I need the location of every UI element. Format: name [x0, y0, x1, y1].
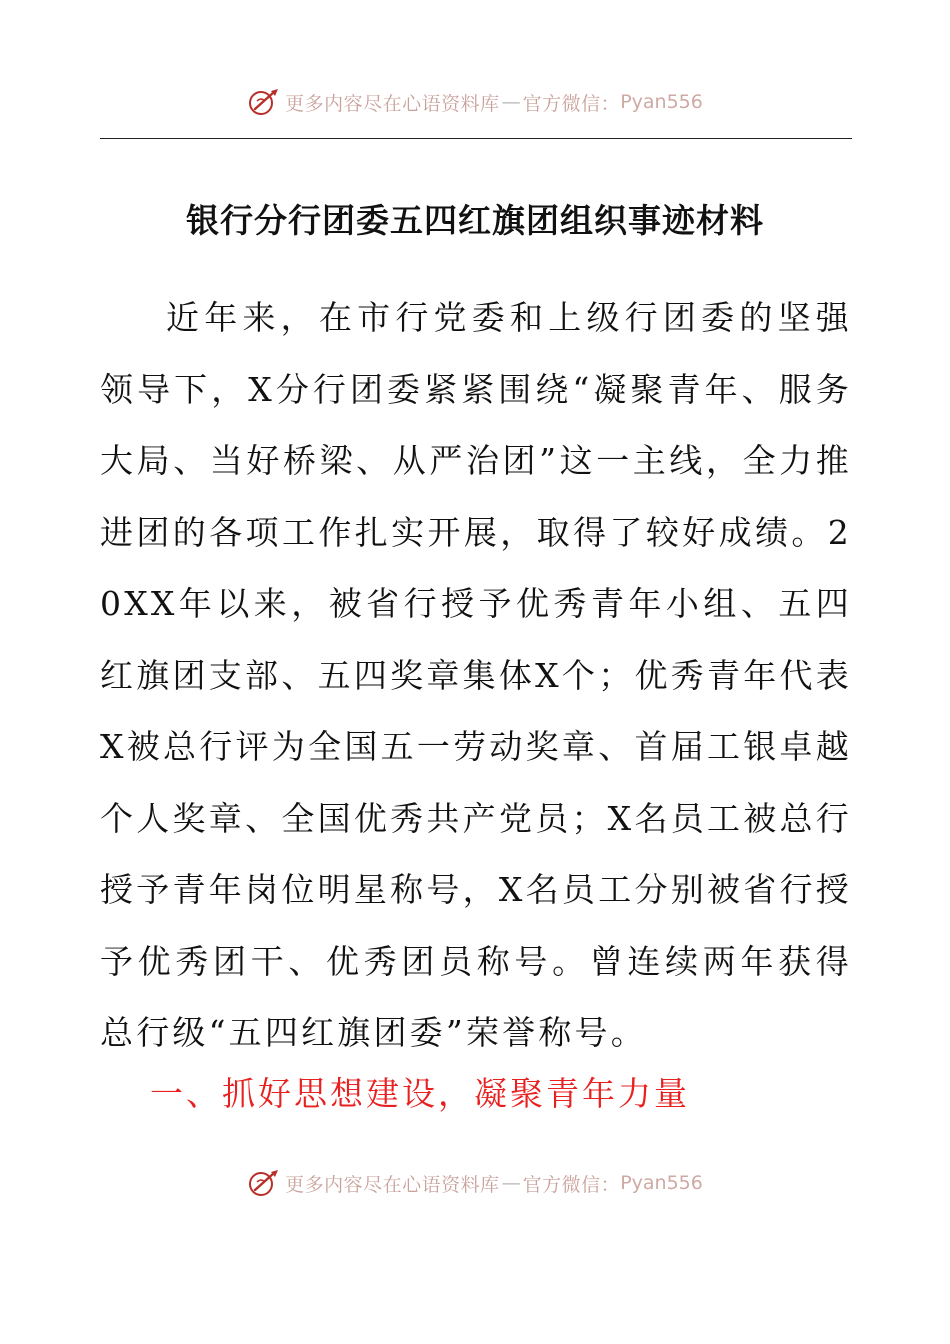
watermark-official-label: 官方微信：	[522, 92, 621, 115]
footer-watermark	[0, 1163, 950, 1203]
watermark-text: 更多内容尽在心语资料库	[285, 1173, 500, 1196]
header-divider	[100, 138, 852, 139]
watermark-wechat-id: Pyan556	[620, 91, 703, 113]
pen-in-circle-logo-icon	[247, 1168, 281, 1198]
body-paragraph: 近年来，在市行党委和上级行团委的坚强领导下，X分行团委紧紧围绕“凝聚青年、服务大局、当好桥梁、从严治团”这一主线，全力推进团的各项工作扎实开展，取得了较好成绩。20XX年以来，被省行授予优秀青年小组、五四红旗团支部、五四奖章集体X个；优秀青年代表X被总行评为全国五一劳动奖章、首届工银卓越个人奖章、全国优秀共产党员；X名员工被总行授予青年岗位明星称号，X名员工分别被省行授予优秀团干、优秀团员称号。曾连续两年获得总行级“五四红旗团委”荣誉称号。	[100, 298, 852, 1052]
section-heading: 一、抓好思想建设，凝聚青年力量	[150, 1074, 690, 1113]
header-watermark	[0, 82, 950, 122]
watermark-text: 更多内容尽在心语资料库	[285, 92, 500, 115]
watermark-separator: —	[501, 1172, 521, 1194]
watermark-wechat-id: Pyan556	[620, 1172, 703, 1194]
watermark-separator: —	[501, 91, 521, 113]
pen-in-circle-logo-icon	[247, 87, 281, 117]
watermark-official-label: 官方微信：	[522, 1173, 621, 1196]
document-title: 银行分行团委五四红旗团组织事迹材料	[186, 201, 764, 240]
